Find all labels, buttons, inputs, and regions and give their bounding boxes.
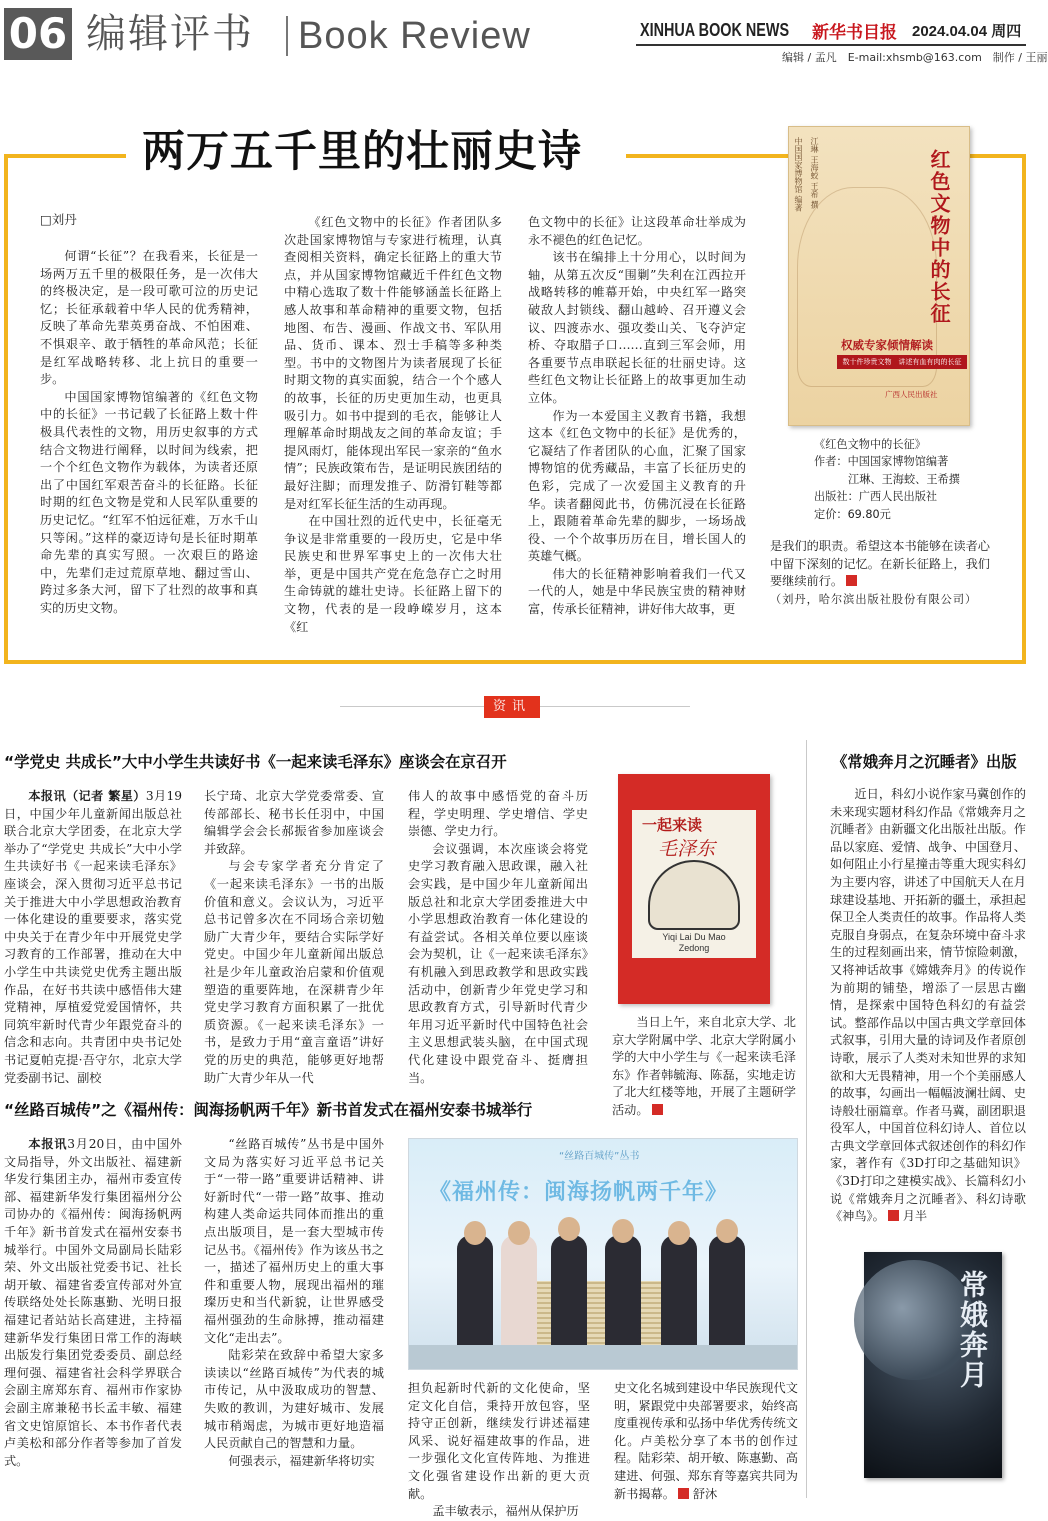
paragraph: 作为一本爱国主义教育书籍，我想这本《红色文物中的长征》是优秀的，它凝结了作者团队的心血，汇聚了国家博物馆的优秀藏品，丰富了长征历史的色彩，完成了一次爱国主义教育的升华。读者翻阅此书，仿佛沉浸在长征路上，跟随着革命先辈的脚步，一场场战役、一个个故事历历在目，增长国人的英雄气概。 bbox=[528, 408, 746, 564]
paragraph: 当日上午，来自北京大学、北京大学附属中学、北京大学附属小学的大中小学生与《一起来读毛泽东》作者韩毓海、陈磊，实地走访了北大红楼等地，开展了主题研学活动。 bbox=[612, 1015, 796, 1117]
story1-column-1 bbox=[4, 788, 182, 1087]
paragraph: 该书在编排上十分用心，以时间为轴，从第五次反“围剿”失利在江西拉开战略转移的帷幕开始，中央红军一路突破敌人封锁线、翻山越岭、召开遵义会议、四渡赤水、强攻娄山关、飞夺泸定桥、夺取腊子口……直到三军会师，用各重要节点串联起长征的壮丽史诗。这些红色文物让长征路上的故事更加生动立体。 bbox=[528, 250, 746, 405]
cover2-title-calligraphy: 毛泽东 bbox=[658, 838, 716, 860]
paragraph: 陆彩荣在致辞中希望大家多读读以“丝路百城传”为代表的城市传记，从中汲取成功的智慧、失败的教训，为建好城市、发展城市稍竭虑，为城市更好地造福人民贡献自己的智慧和力量。 bbox=[204, 1348, 384, 1451]
feature-column-3 bbox=[528, 214, 746, 619]
cover-editor: 中国国家博物馆 编著 bbox=[794, 137, 803, 212]
book-cover-change bbox=[864, 1252, 1002, 1478]
caption-publisher: 出版社：广西人民出版社 bbox=[814, 490, 938, 504]
story2-headline: “丝路百城传”之《福州传：闽海扬帆两千年》新书首发式在福州安泰书城举行 bbox=[4, 1101, 533, 1119]
cover-publisher: 广西人民出版社 bbox=[885, 390, 938, 399]
caption-author: 作者：中国国家博物馆编著 bbox=[814, 455, 949, 469]
paragraph: 与会专家学者充分肯定了《一起来读毛泽东》一书的出版价值和意义。会议认为，习近平总书记曾多次在不同场合亲切勉励广大青少年，要结合实际学好党史。中国少年儿童新闻出版总社是少年儿童政治启蒙和价值观塑造的重要阵地，在深耕青少年党史学习教育方面积累了一批优质资源。《一起来读毛泽东》一书，是致力于用“童言童语”讲好党的历史的典范，能够更好地帮助广大青少年从一代 bbox=[204, 859, 384, 1085]
paper-name-en: XINHUA BOOK NEWS bbox=[640, 20, 790, 40]
stage-floor bbox=[409, 1345, 797, 1369]
cover2-subtitle: Yiqi Lai Du Mao Zedong bbox=[662, 932, 726, 953]
column-divider bbox=[806, 740, 807, 1498]
cover-title: 红色文物中的长征 bbox=[927, 149, 951, 325]
story3-headline: 《常娥奔月之沉睡者》出版 bbox=[832, 753, 1017, 771]
paragraph: “丝路百城传”丛书是中国外文局为落实好习近平总书记关于“一带一路”重要讲话精神、讲好新时代“一带一路”故事、推动构建人类命运共同体而推出的重点出版项目，是一套大型城市传记丛书。《福州传》作为该丛书之一，描述了福州历史上的重大事件和重要人物，展现出福州的璀璨历史和当代新貌，让世界感受福州强劲的生命脉搏，推动福建文化“走出去”。 bbox=[204, 1137, 384, 1345]
paper-name-cn: 新华书目报 bbox=[812, 23, 897, 43]
story1-column-2 bbox=[204, 788, 384, 1087]
paragraph: 近日，科幻小说作家马冀创作的未来现实题材科幻作品《常娥奔月之沉睡者》由新疆文化出版社出版。作品以家庭、爱情、战争、中国登月、如何阻止小行星撞击等重大现实科幻为主要内容，讲述了中国航天人在月球建设基地、开拓新的疆土，承担起保卫全人类责任的故事。作品将人类克服自身弱点，在复杂环境中奋斗求生的过程刻画出来，情节惊险刺激，又将神话故事《嫦娥奔月》的传说作为前期的铺垫，增添了一层思古幽情，是探索中国特色科幻的有益尝试。整部作品以中国古典文学章回体式叙事，引用大量的诗词及作者原创诗歌，展示了人类对未知世界的求知欲和大无畏精神，用一个个美丽感人的故事，勾画出一幅幅波澜壮阔、史诗般壮丽篇章。作者马冀，副团职退役军人，中国首位科幻诗人、首位以古典文学章回体式叙述创作的科幻作家，著作有《3D打印之基础知识》《3D打印之建模实战》、长篇科幻小说《常娥奔月之沉睡者》、科幻诗歌《神鸟》。 月半 bbox=[830, 787, 1026, 1224]
paragraph: 何谓“长征”？在我看来，长征是一场两万五千里的极限任务，是一次伟大的终极决定，是一段可歌可泣的历史记忆；长征承载着中华人民的优秀精神，反映了革命先辈英勇奋战、不怕困难、不惧艰辛、敢于牺牲的革命风范；长征是红军战略转移、北上抗日的重要一步。 bbox=[40, 249, 258, 387]
guest-figure bbox=[605, 1235, 641, 1347]
book-caption bbox=[814, 436, 960, 523]
guest-figure bbox=[501, 1235, 537, 1347]
guest-figure bbox=[551, 1235, 587, 1347]
issue-date: 2024.04.04 周四 bbox=[912, 22, 1022, 40]
feature-column-2 bbox=[284, 214, 502, 636]
end-mark-icon bbox=[652, 1104, 663, 1115]
story2-column-2 bbox=[204, 1136, 384, 1470]
feature-headline: 两万五千里的壮丽史诗 bbox=[142, 127, 582, 177]
cover2-title: 一起来读 bbox=[642, 816, 703, 834]
story2-column-1 bbox=[4, 1136, 182, 1470]
story2-column-3 bbox=[408, 1380, 590, 1521]
paragraph: 会议强调，本次座谈会将党史学习教育融入思政课，融入社会实践，是中国少年儿童新闻出版总社和北京大学团委推进大中小学思想政治教育一体化建设的有益尝试。各相关单位要以座谈会为契机，让《一起来读毛泽东》有机融入到思政教学和思政实践活动中，创新青少年党史学习和思政教育方式，引导新时代青少年用习近平新时代中国特色社会主义思想武装头脑，在中国式现代化建设中跟党奋斗、挺膺担当。 bbox=[408, 841, 588, 1085]
guest-head bbox=[668, 1221, 690, 1245]
story3-column bbox=[830, 786, 1026, 1226]
caption-price: 定价：69.80元 bbox=[814, 507, 891, 521]
guest-figure bbox=[661, 1235, 697, 1347]
section-title-cn: 编辑评书 bbox=[86, 11, 254, 57]
paragraph: 色文物中的长征》让这段革命壮举成为永不褪色的红色记忆。 bbox=[528, 215, 746, 247]
feature-column-1 bbox=[40, 248, 258, 617]
paragraph: 何强表示，福建新华将切实 bbox=[228, 1453, 375, 1468]
paragraph: 史文化名城到建设中华民族现代文明，紧跟党中央部署要求，始终高度重视传承和弘扬中华优秀传统文化。卢美松分享了本书的创作过程。陆彩荣、胡开敏、陈惠勤、高建进、何强、郑东育等嘉宾共同为新书揭幕。 舒沐 bbox=[614, 1381, 798, 1501]
feature-author: □刘丹 bbox=[40, 212, 77, 227]
column-author-credit: （刘丹，哈尔滨出版社股份有限公司） bbox=[770, 592, 978, 606]
end-mark-icon bbox=[888, 1210, 899, 1221]
guest-head bbox=[508, 1221, 530, 1245]
guest-head bbox=[464, 1221, 486, 1245]
cover-authors: 江琳 王海蛟 王希 撰 bbox=[810, 137, 819, 209]
guest-head bbox=[558, 1217, 580, 1241]
book-cover-mao bbox=[618, 774, 770, 1004]
editor-credits: 编辑 / 孟凡 E-mail:xhsmb@163.com 制作 / 王丽 bbox=[782, 51, 1048, 64]
cover-tagline: 数十件珍贵文物 讲述有血有肉的长征 bbox=[837, 355, 967, 369]
section-title-en: Book Review bbox=[298, 15, 531, 57]
paragraph: 本报讯3月20日，由中国外文局指导，外文出版社、福建新华发行集团主办，福州市委宣传部、福建新华发行集团福州分公司协办的《福州传：闽海扬帆两千年》新书首发式在福州安泰书城举行。中国外文局副局长陆彩荣、外文出版社党委书记、社长胡开敏、福建省委宣传部对外宣传联络处处长陈惠勤、光明日报福建记者站站长高建进，主持福建新华发行集团日常工作的海峡出版发行集团党委委员、副总经理何强、福建省社会科学界联合会副主席郑东育、福州市作家协会副主席兼秘书长孟丰敏、福建省文史馆原馆长、本书作者代表卢美松和部分作者等参加了首发式。 bbox=[4, 1137, 182, 1468]
end-mark-icon bbox=[846, 575, 857, 586]
photo-banner-text: 《福州传：闽海扬帆两千年》 bbox=[429, 1180, 729, 1205]
paragraph: 《红色文物中的长征》作者团队多次赴国家博物馆与专家进行梳理，认真查阅相关资料，确定长征路上的重大节点，并从国家博物馆藏近千件红色文物中精心选取了数十件能够涵盖长征路上感人故事和革命精神的重要文物，包括地图、布告、漫画、作战文书、军队用品、货币、课本、烈士手稿等多种类型。书中的文物图片为读者展现了长征时期文物的真实面貌，结合一个个感人的故事，长征的历史更加生动，也更具吸引力。如书中提到的毛衣，能够让人理解革命时期战友之间的革命友谊；手提风雨灯，能体现出军民一家亲的“鱼水情”；民族政策布告，是证明民族团结的最好注脚；而理发推子、防滑钉鞋等都是对红军长征生活的生动再现。 bbox=[284, 215, 502, 511]
paragraph: 长宁琦、北京大学党委常委、宣传部部长、秘书长任羽中，中国编辑学会会长郝振省参加座谈会并致辞。 bbox=[204, 789, 384, 856]
caption-title: 《红色文物中的长征》 bbox=[814, 438, 926, 451]
cover-slogan: 权威专家倾情解读 bbox=[841, 338, 933, 352]
end-mark-icon bbox=[678, 1488, 689, 1499]
guest-figure bbox=[709, 1235, 745, 1347]
news-section-label: 资讯 bbox=[484, 696, 540, 718]
launch-event-photo bbox=[408, 1138, 798, 1370]
story1-column-4 bbox=[612, 1014, 796, 1120]
cover3-title: 常娥奔月 bbox=[956, 1270, 989, 1390]
paragraph: 担负起新时代新的文化使命，坚定文化自信，秉持开放包容，坚持守正创新，继续发行讲述福建风采、说好福建故事的作品，进一步强化文化宣传阵地、为推进文化强省建设作出新的更大贡献。 bbox=[408, 1381, 590, 1501]
story2-column-4 bbox=[614, 1380, 798, 1503]
paragraph: 伟大的长征精神影响着我们一代又一代的人，她是中华民族宝贵的精神财富，传承长征精神，讲好伟大故事，更 bbox=[528, 566, 746, 617]
guest-figure bbox=[457, 1235, 493, 1347]
story1-headline: “学党史 共成长”大中小学生共读好书《一起来读毛泽东》座谈会在京召开 bbox=[4, 753, 507, 771]
paragraph: 是我们的职责。希望这本书能够在读者心中留下深刻的记忆。在新长征路上，我们要继续前行。 bbox=[770, 539, 990, 589]
story1-column-3 bbox=[408, 788, 588, 1087]
header-rule bbox=[636, 44, 1026, 46]
section-divider bbox=[286, 16, 288, 56]
paragraph: 本报讯（记者 繁星）3月19日，中国少年儿童新闻出版总社联合北京大学团委，在北京大学举办了“学党史 共成长”大中小学生共读好书《一起来读毛泽东》座谈会，深入贯彻习近平总书记关于推进大中小学思想政治教育一体化建设的重要要求，落实党中央关于在青少年中开展党史学习教育的工作部署，推动在大中小学生中共读党史优秀主题出版作品，在好书共读中感悟伟大建党精神，厚植爱党爱国情怀，共同筑牢新时代青少年跟党奋斗的信念和志向。共青团中央书记处书记夏帕克提·吾守尔，北京大学党委副书记、副校 bbox=[4, 789, 182, 1085]
paragraph: 孟丰敏表示，福州从保护历 bbox=[432, 1504, 579, 1519]
guest-head bbox=[716, 1219, 738, 1243]
paragraph: 中国国家博物馆编著的《红色文物中的长征》一书记载了长征路上数十件极具代表性的文物，用历史叙事的方式结合文物进行阐释，以时间为线索，把一个个红色文物作为载体，为读者还原出了中国红军艰苦奋斗的长征路。长征时期的红色文物是党和人民军队重要的历史记忆。“红军不怕远征难，万水千山只等闲。”这样的豪迈诗句是长征时期革命先辈的真实写照。一次艰巨的路途中，先辈们走过荒原草地、翻过雪山、跨过多条大河，留下了壮烈的故事和真实的历史文物。 bbox=[40, 389, 258, 615]
book-cover-red-relics bbox=[788, 126, 970, 426]
guest-head bbox=[612, 1219, 634, 1243]
page-number: 06 bbox=[4, 8, 72, 60]
photo-series-text: “丝路百城传”丛书 bbox=[559, 1151, 640, 1162]
paragraph: 伟人的故事中感悟党的奋斗历程，学史明理、学史增信、学史崇德、学史力行。 bbox=[408, 789, 588, 839]
paragraph: 在中国壮烈的近代史中，长征毫无争议是非常重要的一段历史，它是中华民族史和世界军事史上的一次伟大壮举，更是中国共产党在危急存亡之时用生命铸就的雄壮史诗。长征路上留下的文物，代表的是一段峥嵘岁月，这本《红 bbox=[284, 514, 502, 634]
caption-writers: 江琳、王海蛟、王希撰 bbox=[848, 472, 960, 486]
feature-column-4 bbox=[770, 538, 990, 608]
